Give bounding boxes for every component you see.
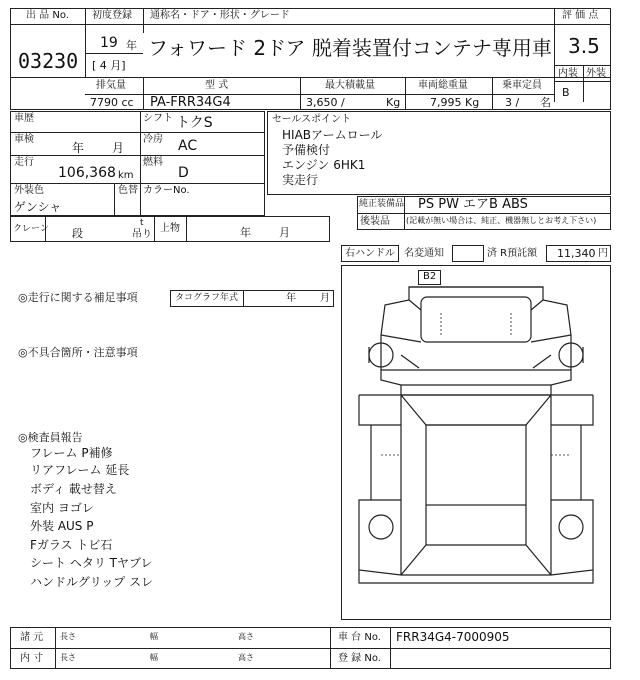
defects-title: ◎不具合箇所・注意事項 [18,346,138,359]
score: 3.5 [568,34,600,58]
first-reg-year: 19 [100,35,118,51]
inspector-item-4: 室内 ヨゴレ [30,501,94,515]
aircon-value: AC [178,138,198,154]
interior-grade: B [562,86,570,99]
crane-label: クレーン [13,224,49,234]
reg-no-label: 登 録 No. [338,653,381,664]
capacity-label: 乗車定員 [502,80,542,91]
dims-label: 諸 元 [20,632,44,643]
mileage-value: 106,368 [58,165,116,181]
fuel-label: 燃料 [143,157,163,168]
genuine-value: PS PW エアB ABS [418,197,528,212]
aircon-label: 冷房 [143,134,163,145]
cab-roof [421,297,531,342]
inspector-title: ◎検査員報告 [18,431,83,444]
inspector-item-1: フレーム P補修 [30,446,113,460]
grade-label: 評 価 点 [562,10,599,21]
first-reg-year-unit: 年 [126,39,137,52]
rear-left-wheel [369,515,393,539]
vehicle-name: フォワード 2ドア 脱着装置付コンテナ専用車 [148,36,552,60]
body-right-side [581,395,593,535]
crane-ton: t [140,218,144,228]
inspection-label: 車検 [14,134,34,145]
inspection-year-unit: 年 [72,141,85,155]
cab-outline [381,287,571,370]
dims-height-label: 高さ [238,632,254,641]
fuel-value: D [178,165,189,181]
tacho-month: 月 [320,293,330,304]
exterior-label: 外装 [586,68,606,79]
lot-no: 03230 [18,49,79,73]
sales-point-4: 実走行 [282,173,319,187]
first-reg-label: 初度登録 [92,10,132,21]
inspector-item-2: リアフレーム 延長 [30,463,130,477]
max-load-value: 3,650 / [306,96,345,109]
sales-point-3: エンジン 6HK1 [282,158,366,172]
history-label: 車歴 [14,113,34,124]
inspector-item-6: Fガラス トビ石 [30,538,113,552]
inspection-month-unit: 月 [112,141,125,155]
name-change-label: 名変通知 [404,248,444,259]
cargo-bed [426,425,526,505]
loader-year: 年 [240,226,251,239]
sales-point-1: HIABアームロール [282,128,383,142]
inner-dims-label: 内 寸 [20,653,44,664]
lot-no-label: 出 品 No. [26,10,69,21]
aftermarket-note: (記載が無い場合は、純正、機器無しとお考え下さい) [406,216,597,225]
recycle-unit: 円 [598,248,608,259]
first-reg-month: [ 4 月] [92,59,126,72]
model-label: 型 式 [205,80,229,91]
shift-value: トクS [176,115,213,131]
sales-points-title: セールスポイント [272,114,352,125]
inspector-item-5: 外装 AUS P [30,519,94,533]
aftermarket-label: 後装品 [360,216,390,227]
inspector-item-8: ハンドルグリップ スレ [30,575,154,589]
capacity-value: 3 / [505,96,520,109]
chassis-value: FRR34G4-7000905 [396,630,510,644]
interior-label: 内装 [558,68,578,79]
damage-code: B2 [423,271,437,282]
right-hand-drive: 右ハンドル [345,248,395,259]
genuine-label: 純正装備品 [359,199,405,209]
chassis-label: 車 台 No. [338,632,381,643]
mileage-unit: km [118,170,134,181]
max-load-unit: Kg [386,96,401,109]
loader-label: 上物 [160,223,180,234]
inspector-item-7: シート ヘタリ Tヤブレ [30,556,153,570]
dims-length-label: 長さ [60,632,76,641]
crane-lift: 吊り [132,229,152,240]
inner-width-label: 幅 [150,653,158,662]
recycle-amount: 11,340 [557,247,596,260]
ext-color-value: ゲンシャ [14,200,62,214]
truck-diagram [341,265,611,620]
crane-stage: 段 [72,227,83,240]
name-change-box [452,245,484,262]
loader-month: 月 [279,226,290,239]
body-left-side [359,395,371,535]
max-load-label: 最大積載量 [325,80,375,91]
shift-label: シフト [143,113,173,124]
color-change-label: 色替 [118,185,138,196]
rear-right-wheel [559,515,583,539]
model-desc-label: 通称名・ドア・形状・グレード [150,10,290,21]
tacho-year: 年 [286,293,296,304]
model-code: PA-FRR34G4 [150,95,231,110]
ext-color-label: 外装色 [14,185,44,196]
capacity-unit: 名 [540,96,551,109]
driving-notes-title: ◎走行に関する補足事項 [18,291,138,304]
displacement-label: 排気量 [96,80,126,91]
inspector-item-3: ボディ 載せ替え [30,482,117,496]
displacement-value: 7790 cc [90,96,134,109]
inner-length-label: 長さ [60,653,76,662]
inner-height-label: 高さ [238,653,254,662]
mileage-label: 走行 [14,157,34,168]
sales-point-2: 予備検付 [282,143,331,157]
color-no-label: カラーNo. [143,185,190,196]
recycle-label: 済 R預託額 [487,248,538,259]
tacho-label: タコグラフ年式 [175,293,239,303]
dims-width-label: 幅 [150,632,158,641]
gross-weight-value: 7,995 Kg [430,96,480,109]
gross-weight-label: 車両総重量 [418,80,468,91]
